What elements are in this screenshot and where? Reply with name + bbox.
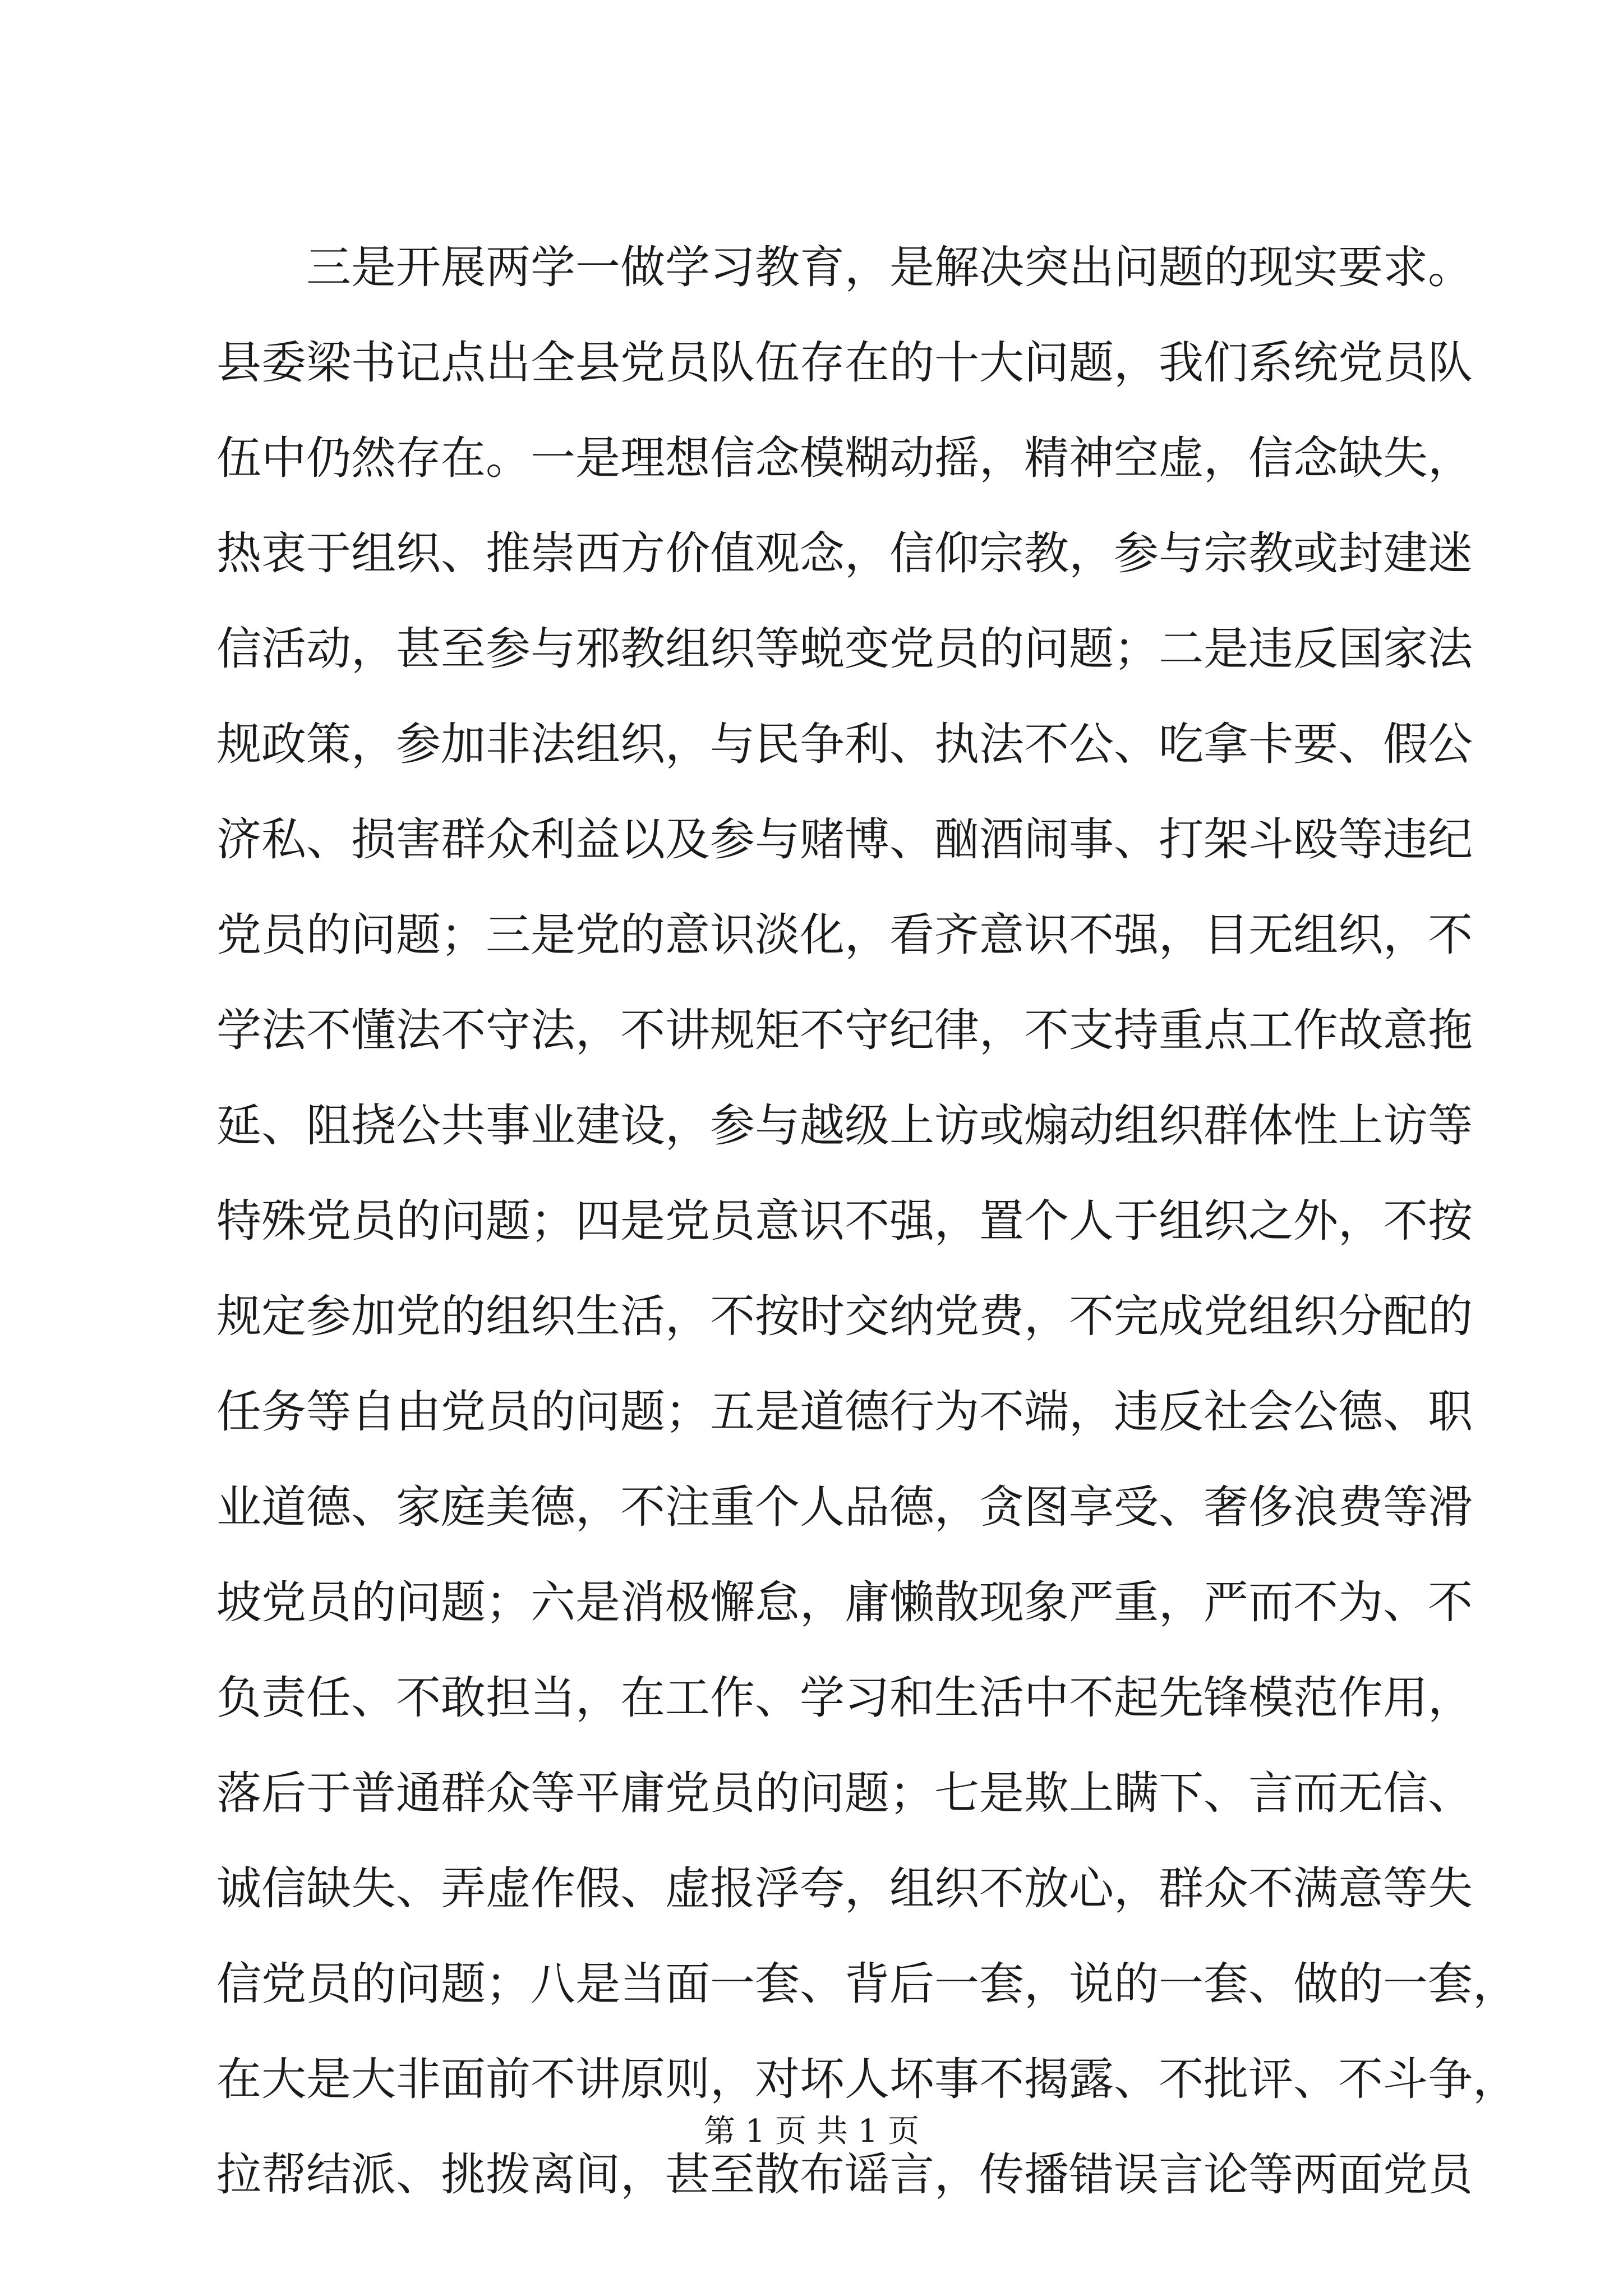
paragraph-line: 学法不懂法不守法，不讲规矩不守纪律，不支持重点工作故意拖 [216, 1004, 1473, 1056]
paragraph-line: 任务等自由党员的问题；五是道德行为不端，违反社会公德、职 [216, 1386, 1473, 1438]
paragraph-line: 诚信缺失、弄虚作假、虚报浮夸，组织不放心，群众不满意等失 [216, 1862, 1473, 1915]
paragraph-line: 坡党员的问题；六是消极懈怠，庸懒散现象严重，严而不为、不 [216, 1576, 1473, 1628]
paragraph-line: 热衷于组织、推崇西方价值观念，信仰宗教，参与宗教或封建迷 [216, 527, 1473, 579]
paragraph-line: 党员的问题；三是党的意识淡化，看齐意识不强，目无组织，不 [216, 909, 1473, 961]
paragraph-line: 在大是大非面前不讲原则，对坏人坏事不揭露、不批评、不斗争， [216, 2053, 1518, 2105]
paragraph-line: 延、阻挠公共事业建设，参与越级上访或煽动组织群体性上访等 [216, 1099, 1473, 1152]
paragraph-line: 业道德、家庭美德，不注重个人品德，贪图享受、奢侈浪费等滑 [216, 1481, 1473, 1533]
paragraph-line: 三是开展两学一做学习教育，是解决突出问题的现实要求。 [306, 241, 1473, 293]
paragraph-line: 伍中仍然存在。一是理想信念模糊动摇，精神空虚，信念缺失， [216, 432, 1473, 484]
paragraph-line: 济私、损害群众利益以及参与赌博、酗酒闹事、打架斗殴等违纪 [216, 813, 1473, 866]
page-footer: 第 1 页 共 1 页 [703, 2113, 920, 2150]
paragraph-line: 信活动，甚至参与邪教组织等蜕变党员的问题；二是违反国家法 [216, 623, 1473, 675]
body-paragraph [216, 220, 1518, 2223]
paragraph-line: 特殊党员的问题；四是党员意识不强，置个人于组织之外，不按 [216, 1195, 1473, 1247]
paragraph-line: 信党员的问题；八是当面一套、背后一套，说的一套、做的一套， [216, 1958, 1518, 2010]
paragraph-line: 拉帮结派、挑拨离间，甚至散布谣言，传播错误言论等两面党员 [216, 2148, 1473, 2201]
paragraph-line: 规定参加党的组织生活，不按时交纳党费，不完成党组织分配的 [216, 1290, 1473, 1342]
paragraph-line: 规政策，参加非法组织，与民争利、执法不公、吃拿卡要、假公 [216, 718, 1473, 770]
paragraph-line: 负责任、不敢担当，在工作、学习和生活中不起先锋模范作用， [216, 1672, 1473, 1724]
paragraph-line: 县委梁书记点出全县党员队伍存在的十大问题，我们系统党员队 [216, 337, 1473, 389]
paragraph-line: 落后于普通群众等平庸党员的问题；七是欺上瞒下、言而无信、 [216, 1767, 1473, 1819]
